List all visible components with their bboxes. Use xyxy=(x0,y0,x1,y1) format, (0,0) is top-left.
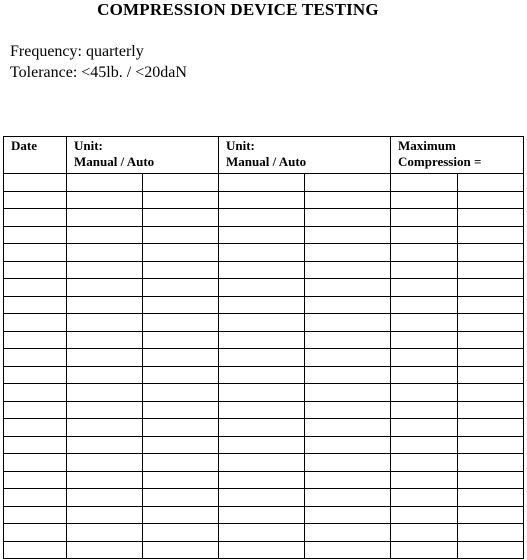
unit-2-cell-a xyxy=(219,471,305,489)
unit-2-cell-b xyxy=(305,331,391,349)
max-compression-cell-a xyxy=(391,366,458,384)
table-row xyxy=(4,366,524,384)
table-row xyxy=(4,261,524,279)
max-compression-cell-b xyxy=(458,524,524,542)
unit-1-cell-a xyxy=(67,191,143,209)
unit-1-cell-b xyxy=(143,454,219,472)
max-compression-cell-a xyxy=(391,471,458,489)
testing-log-table xyxy=(3,136,524,559)
unit-1-cell-b xyxy=(143,541,219,559)
unit-1-cell-b xyxy=(143,384,219,402)
unit-1-cell-b xyxy=(143,366,219,384)
date-cell xyxy=(4,489,67,507)
unit-1-cell-b xyxy=(143,261,219,279)
max-compression-cell-a xyxy=(391,419,458,437)
unit-1-cell-a xyxy=(67,261,143,279)
max-compression-cell-b xyxy=(458,506,524,524)
unit-1-cell-a xyxy=(67,296,143,314)
unit-1-cell-b xyxy=(143,471,219,489)
max-compression-cell-a xyxy=(391,261,458,279)
max-compression-cell-b xyxy=(458,244,524,262)
table-row xyxy=(4,524,524,542)
max-compression-cell-a xyxy=(391,436,458,454)
unit-2-cell-b xyxy=(305,296,391,314)
unit-2-cell-b xyxy=(305,454,391,472)
max-compression-cell-a xyxy=(391,296,458,314)
tolerance-line: Tolerance: <45lb. / <20daN xyxy=(10,64,187,81)
table-row xyxy=(4,191,524,209)
date-cell xyxy=(4,226,67,244)
max-compression-cell-b xyxy=(458,331,524,349)
max-compression-cell-b xyxy=(458,174,524,192)
unit-1-cell-b xyxy=(143,349,219,367)
unit-2-cell-b xyxy=(305,191,391,209)
unit-1-cell-b xyxy=(143,436,219,454)
unit-2-cell-a xyxy=(219,209,305,227)
max-compression-cell-b xyxy=(458,471,524,489)
date-cell xyxy=(4,436,67,454)
unit-2-cell-a xyxy=(219,366,305,384)
unit-2-cell-a xyxy=(219,349,305,367)
unit-2-cell-a xyxy=(219,331,305,349)
date-cell xyxy=(4,261,67,279)
max-compression-cell-b xyxy=(458,314,524,332)
unit-2-cell-b xyxy=(305,436,391,454)
unit-1-cell-a xyxy=(67,524,143,542)
unit-1-header: Unit: Manual / Auto xyxy=(67,137,219,174)
table-row xyxy=(4,226,524,244)
unit-2-cell-a xyxy=(219,489,305,507)
table-row xyxy=(4,436,524,454)
max-compression-cell-b xyxy=(458,541,524,559)
unit-1-cell-a xyxy=(67,419,143,437)
unit-1-cell-b xyxy=(143,489,219,507)
unit-1-cell-a xyxy=(67,454,143,472)
max-compression-cell-a xyxy=(391,331,458,349)
max-compression-cell-a xyxy=(391,506,458,524)
max-compression-cell-a xyxy=(391,279,458,297)
date-cell xyxy=(4,279,67,297)
table-row xyxy=(4,244,524,262)
unit-1-cell-a xyxy=(67,436,143,454)
max-compression-cell-a xyxy=(391,541,458,559)
date-cell xyxy=(4,454,67,472)
date-cell xyxy=(4,471,67,489)
table-row xyxy=(4,331,524,349)
max-compression-cell-b xyxy=(458,261,524,279)
unit-2-cell-a xyxy=(219,454,305,472)
frequency-line: Frequency: quarterly xyxy=(10,43,144,60)
table-row xyxy=(4,454,524,472)
unit-1-cell-b xyxy=(143,401,219,419)
unit-1-cell-b xyxy=(143,226,219,244)
date-cell xyxy=(4,209,67,227)
unit-2-cell-b xyxy=(305,261,391,279)
unit-2-cell-a xyxy=(219,314,305,332)
unit-1-cell-b xyxy=(143,506,219,524)
table-row xyxy=(4,384,524,402)
max-compression-cell-a xyxy=(391,454,458,472)
unit-2-cell-b xyxy=(305,366,391,384)
max-compression-header: Maximum Compression = xyxy=(391,137,524,174)
unit-1-cell-b xyxy=(143,331,219,349)
unit-2-cell-a xyxy=(219,296,305,314)
unit-2-cell-a xyxy=(219,384,305,402)
max-compression-cell-b xyxy=(458,366,524,384)
date-cell xyxy=(4,366,67,384)
max-compression-cell-b xyxy=(458,279,524,297)
unit-1-cell-a xyxy=(67,314,143,332)
unit-2-cell-b xyxy=(305,226,391,244)
max-compression-cell-b xyxy=(458,384,524,402)
unit-2-cell-b xyxy=(305,506,391,524)
unit-1-cell-a xyxy=(67,401,143,419)
document-title: COMPRESSION DEVICE TESTING xyxy=(97,0,379,19)
unit-2-cell-a xyxy=(219,191,305,209)
max-compression-cell-a xyxy=(391,401,458,419)
unit-1-cell-b xyxy=(143,524,219,542)
max-compression-cell-a xyxy=(391,314,458,332)
unit-2-cell-b xyxy=(305,489,391,507)
max-compression-cell-b xyxy=(458,419,524,437)
date-cell xyxy=(4,524,67,542)
date-cell xyxy=(4,506,67,524)
max-compression-cell-a xyxy=(391,226,458,244)
unit-1-cell-b xyxy=(143,209,219,227)
date-cell xyxy=(4,191,67,209)
max-compression-cell-a xyxy=(391,244,458,262)
unit-2-cell-b xyxy=(305,541,391,559)
unit-2-cell-a xyxy=(219,244,305,262)
unit-1-cell-b xyxy=(143,174,219,192)
table-row xyxy=(4,506,524,524)
date-cell xyxy=(4,296,67,314)
unit-1-cell-a xyxy=(67,384,143,402)
max-compression-cell-b xyxy=(458,349,524,367)
table-row xyxy=(4,209,524,227)
unit-1-cell-a xyxy=(67,226,143,244)
unit-2-cell-a xyxy=(219,174,305,192)
unit-2-cell-b xyxy=(305,244,391,262)
date-cell xyxy=(4,244,67,262)
unit-1-cell-b xyxy=(143,191,219,209)
unit-1-cell-a xyxy=(67,366,143,384)
table-row xyxy=(4,541,524,559)
max-compression-cell-a xyxy=(391,384,458,402)
unit-1-cell-a xyxy=(67,279,143,297)
unit-1-cell-a xyxy=(67,541,143,559)
max-compression-cell-a xyxy=(391,191,458,209)
date-header: Date xyxy=(4,137,67,174)
unit-2-header: Unit: Manual / Auto xyxy=(219,137,391,174)
table-row xyxy=(4,174,524,192)
unit-2-cell-a xyxy=(219,226,305,244)
unit-2-cell-b xyxy=(305,279,391,297)
date-cell xyxy=(4,314,67,332)
date-cell xyxy=(4,349,67,367)
date-cell xyxy=(4,384,67,402)
unit-2-cell-a xyxy=(219,524,305,542)
date-cell xyxy=(4,419,67,437)
table-row xyxy=(4,419,524,437)
unit-1-cell-a xyxy=(67,209,143,227)
unit-1-cell-a xyxy=(67,471,143,489)
unit-2-cell-a xyxy=(219,401,305,419)
max-compression-cell-b xyxy=(458,436,524,454)
unit-1-cell-b xyxy=(143,296,219,314)
unit-2-cell-b xyxy=(305,401,391,419)
date-cell xyxy=(4,541,67,559)
unit-2-cell-a xyxy=(219,506,305,524)
unit-2-cell-a xyxy=(219,436,305,454)
unit-1-cell-a xyxy=(67,349,143,367)
table-row xyxy=(4,401,524,419)
unit-2-cell-b xyxy=(305,419,391,437)
max-compression-cell-b xyxy=(458,209,524,227)
unit-1-cell-b xyxy=(143,244,219,262)
unit-1-cell-a xyxy=(67,174,143,192)
header-row xyxy=(4,137,524,174)
max-compression-cell-b xyxy=(458,226,524,244)
unit-1-cell-a xyxy=(67,331,143,349)
table-row xyxy=(4,489,524,507)
max-compression-cell-a xyxy=(391,209,458,227)
date-cell xyxy=(4,401,67,419)
max-compression-cell-a xyxy=(391,349,458,367)
max-compression-cell-a xyxy=(391,489,458,507)
unit-1-cell-b xyxy=(143,279,219,297)
unit-2-cell-b xyxy=(305,209,391,227)
unit-2-cell-b xyxy=(305,314,391,332)
unit-2-cell-b xyxy=(305,524,391,542)
unit-2-cell-a xyxy=(219,279,305,297)
table-row xyxy=(4,296,524,314)
unit-1-cell-a xyxy=(67,244,143,262)
unit-2-cell-b xyxy=(305,384,391,402)
table-row xyxy=(4,314,524,332)
max-compression-cell-b xyxy=(458,489,524,507)
unit-2-cell-b xyxy=(305,349,391,367)
unit-1-cell-a xyxy=(67,489,143,507)
unit-2-cell-a xyxy=(219,261,305,279)
max-compression-cell-b xyxy=(458,454,524,472)
table-row xyxy=(4,471,524,489)
max-compression-cell-a xyxy=(391,524,458,542)
unit-2-cell-b xyxy=(305,174,391,192)
table-row xyxy=(4,279,524,297)
date-cell xyxy=(4,331,67,349)
unit-1-cell-b xyxy=(143,314,219,332)
max-compression-cell-b xyxy=(458,296,524,314)
table-row xyxy=(4,349,524,367)
max-compression-cell-a xyxy=(391,174,458,192)
unit-2-cell-b xyxy=(305,471,391,489)
unit-2-cell-a xyxy=(219,541,305,559)
unit-1-cell-b xyxy=(143,419,219,437)
table-body xyxy=(4,174,524,559)
max-compression-cell-b xyxy=(458,191,524,209)
unit-1-cell-a xyxy=(67,506,143,524)
unit-2-cell-a xyxy=(219,419,305,437)
date-cell xyxy=(4,174,67,192)
max-compression-cell-b xyxy=(458,401,524,419)
